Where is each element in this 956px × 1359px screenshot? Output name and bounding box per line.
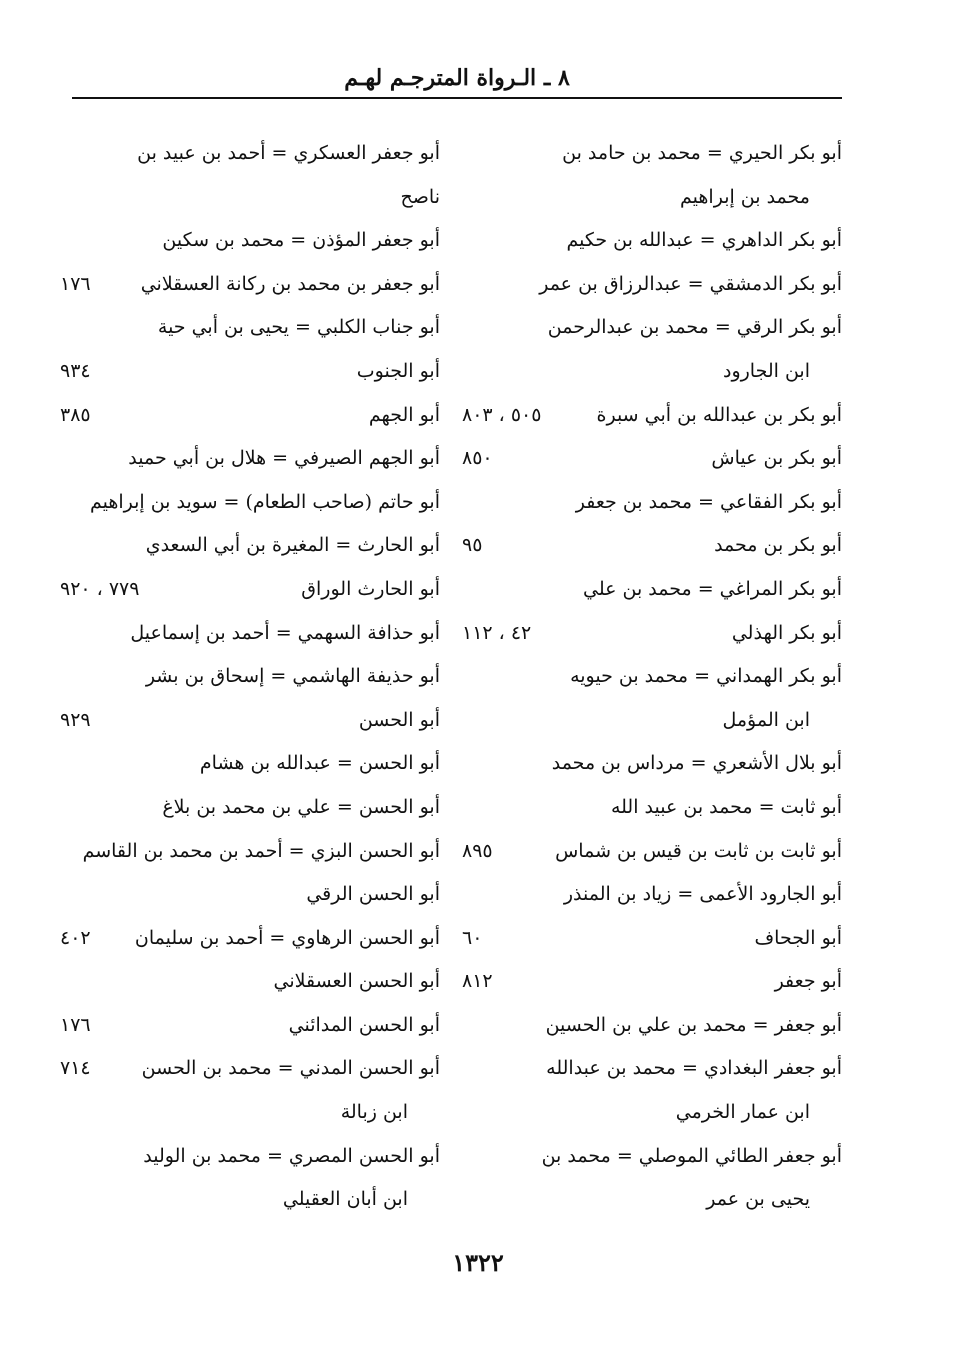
entry-name: أبو بكر بن عياش	[711, 447, 842, 470]
entry-name: أبو الحارث الوراق	[301, 577, 440, 600]
entry-name: أبو بكر الداهري = عبدالله بن حكيم	[566, 229, 842, 252]
page-number: ١٣٢٢	[452, 1248, 504, 1277]
entry-name: أبو جناب الكلبي = يحيى بن أبي حية	[157, 316, 440, 339]
entry-name: أبو الجنوب	[356, 359, 440, 382]
entry-page-refs: ٩٢٩	[60, 708, 91, 731]
index-entry	[462, 1091, 842, 1135]
index-entry	[462, 917, 842, 961]
header-rule	[72, 97, 842, 99]
index-entry	[462, 873, 842, 917]
entry-name: أبو الحسن العسقلاني	[273, 970, 440, 993]
index-entry	[60, 1178, 440, 1222]
index-entry	[462, 132, 842, 176]
entry-name: ابن عمار الخرمي	[675, 1101, 810, 1124]
entry-name: أبو بكر الرقي = محمد بن عبدالرحمن	[547, 316, 842, 339]
index-entry	[462, 1047, 842, 1091]
index-entry	[60, 132, 440, 176]
index-entry	[60, 1004, 440, 1048]
entry-page-refs: ١٧٦	[60, 1013, 91, 1036]
index-entry	[462, 437, 842, 481]
entry-name: أبو بكر الهذلي	[731, 621, 842, 644]
index-entry	[462, 786, 842, 830]
index-entry	[462, 524, 842, 568]
index-column-left	[60, 132, 440, 1222]
entry-name: أبو بكر الفقاعي = محمد بن جعفر	[575, 490, 842, 513]
entry-name: أبو الجحاف	[754, 926, 842, 949]
entry-name: أبو الجارود الأعمى = زياد بن المنذر	[563, 883, 842, 906]
index-entry	[60, 612, 440, 656]
index-entry	[60, 917, 440, 961]
entry-name: أبو الحسن = عبدالله بن هشام	[199, 752, 440, 775]
entry-name: أبو بكر الهمداني = محمد بن حيويه	[570, 665, 842, 688]
index-entry	[462, 960, 842, 1004]
index-entry	[60, 568, 440, 612]
entry-name: أبو جعفر = محمد بن علي بن الحسين	[545, 1013, 842, 1036]
entry-name: أبو الحسن البزي = أحمد بن محمد بن القاسم	[82, 839, 440, 862]
index-entry	[60, 306, 440, 350]
entry-page-refs: ٨١٢	[462, 970, 493, 993]
entry-name: أبو بكر بن عبدالله بن أبي سبرة	[596, 403, 842, 426]
entry-page-refs: ٣٨٥	[60, 403, 91, 426]
entry-name: أبو بكر الحيري = محمد بن حامد بن	[562, 142, 842, 164]
entry-name: أبو جعفر الطائي الموصلي = محمد بن	[541, 1144, 842, 1167]
index-entry	[60, 873, 440, 917]
index-entry	[60, 1047, 440, 1091]
index-entry	[60, 394, 440, 438]
entry-name: أبو الحسن الرقي	[306, 883, 440, 906]
entry-name: ابن زبالة	[340, 1101, 408, 1124]
entry-page-refs: ٩٥	[462, 534, 483, 557]
index-entry	[462, 830, 842, 874]
entry-name: ابن الجارود	[722, 359, 810, 382]
index-entry	[462, 394, 842, 438]
index-entry	[462, 1178, 842, 1222]
header-title: ٨ ـ الـرواة المترجـم لهـم	[344, 65, 570, 91]
index-entry	[60, 481, 440, 525]
entry-name: أبو بكر المراغي = محمد بن علي	[582, 577, 842, 600]
entry-page-refs: ١٧٦	[60, 272, 91, 295]
index-entry	[60, 176, 440, 220]
index-entry	[462, 699, 842, 743]
entry-name: أبو ثابت بن ثابت بن قيس بن شماس	[555, 839, 842, 862]
index-column-right	[462, 132, 842, 1222]
index-entry	[462, 1135, 842, 1179]
entry-name: أبو بلال الأشعري = مرداس بن محمد	[551, 752, 842, 775]
index-entry	[60, 699, 440, 743]
index-entry	[462, 1004, 842, 1048]
index-entry	[462, 176, 842, 220]
entry-name: أبو الحسن المصري = محمد بن الوليد	[143, 1144, 440, 1167]
entry-page-refs: ٨٥٠	[462, 447, 493, 470]
entry-page-refs: ٩٣٤	[60, 359, 91, 382]
index-entry	[462, 219, 842, 263]
index-entry	[60, 830, 440, 874]
index-entry	[462, 742, 842, 786]
index-entry	[462, 350, 842, 394]
entry-name: أبو الجهم الصيرفي = هلال بن أبي حميد	[128, 447, 440, 470]
index-entry	[60, 655, 440, 699]
entry-name: أبو الحسن الرهاوي = أحمد بن سليمان	[134, 926, 440, 949]
entry-name: ابن المؤمل	[722, 708, 810, 731]
index-entry	[60, 1091, 440, 1135]
entry-name: أبو جعفر	[774, 970, 842, 993]
entry-page-refs: ٥٠٥ ، ٨٠٣	[462, 403, 542, 426]
index-entry	[462, 655, 842, 699]
index-entry	[462, 306, 842, 350]
entry-name: أبو جعفر العسكري = أحمد بن عبيد بن	[137, 142, 440, 164]
entry-name: أبو الحسن المدني = محمد بن الحسن	[141, 1057, 440, 1080]
index-entry	[462, 568, 842, 612]
entry-name: يحيى بن عمر	[706, 1188, 810, 1211]
entry-name: أبو بكر بن محمد	[714, 534, 842, 557]
entry-name: ناصح	[400, 185, 440, 208]
index-entry	[60, 786, 440, 830]
entry-name: أبو الحسن	[358, 708, 440, 731]
entry-page-refs: ٧٧٩ ، ٩٢٠	[60, 577, 140, 600]
entry-name: أبو الحسن المدائني	[288, 1013, 440, 1036]
index-entry	[462, 612, 842, 656]
index-entry	[60, 263, 440, 307]
running-header	[72, 60, 842, 96]
index-entry	[60, 219, 440, 263]
index-entry	[462, 481, 842, 525]
index-entry	[60, 1135, 440, 1179]
entry-name: ابن أبان العقيلي	[282, 1188, 408, 1211]
entry-name: أبو جعفر البغدادي = محمد بن عبدالله	[546, 1057, 842, 1080]
entry-name: محمد بن إبراهيم	[680, 185, 810, 208]
entry-name: أبو الحارث = المغيرة بن أبي السعدي	[145, 534, 440, 557]
entry-page-refs: ٤٢ ، ١١٢	[462, 621, 532, 644]
index-entry	[60, 350, 440, 394]
entry-page-refs: ٦٠	[462, 926, 483, 949]
entry-name: أبو ثابت = محمد بن عبيد الله	[610, 795, 842, 818]
entry-name: أبو حاتم (صاحب الطعام) = سويد بن إبراهيم	[89, 490, 440, 513]
index-entry	[60, 437, 440, 481]
index-entry	[60, 742, 440, 786]
index-entry	[60, 960, 440, 1004]
entry-page-refs: ٧١٤	[60, 1057, 91, 1080]
entry-name: أبو جعفر بن محمد بن ركانة العسقلاني	[140, 272, 440, 295]
index-entry	[462, 263, 842, 307]
index-entry	[60, 524, 440, 568]
entry-page-refs: ٨٩٥	[462, 839, 493, 862]
entry-name: أبو الجهم	[368, 403, 440, 426]
entry-name: أبو بكر الدمشقي = عبدالرزاق بن عمر	[539, 272, 842, 295]
entry-name: أبو حذافة السهمي = أحمد بن إسماعيل	[130, 621, 440, 644]
entry-name: أبو جعفر المؤذن = محمد بن سكين	[162, 229, 440, 252]
entry-name: أبو حذيفة الهاشمي = إسحاق بن بشر	[145, 665, 440, 688]
entry-page-refs: ٤٠٢	[60, 926, 91, 949]
entry-name: أبو الحسن = علي بن محمد بن بلاغ	[162, 795, 440, 818]
